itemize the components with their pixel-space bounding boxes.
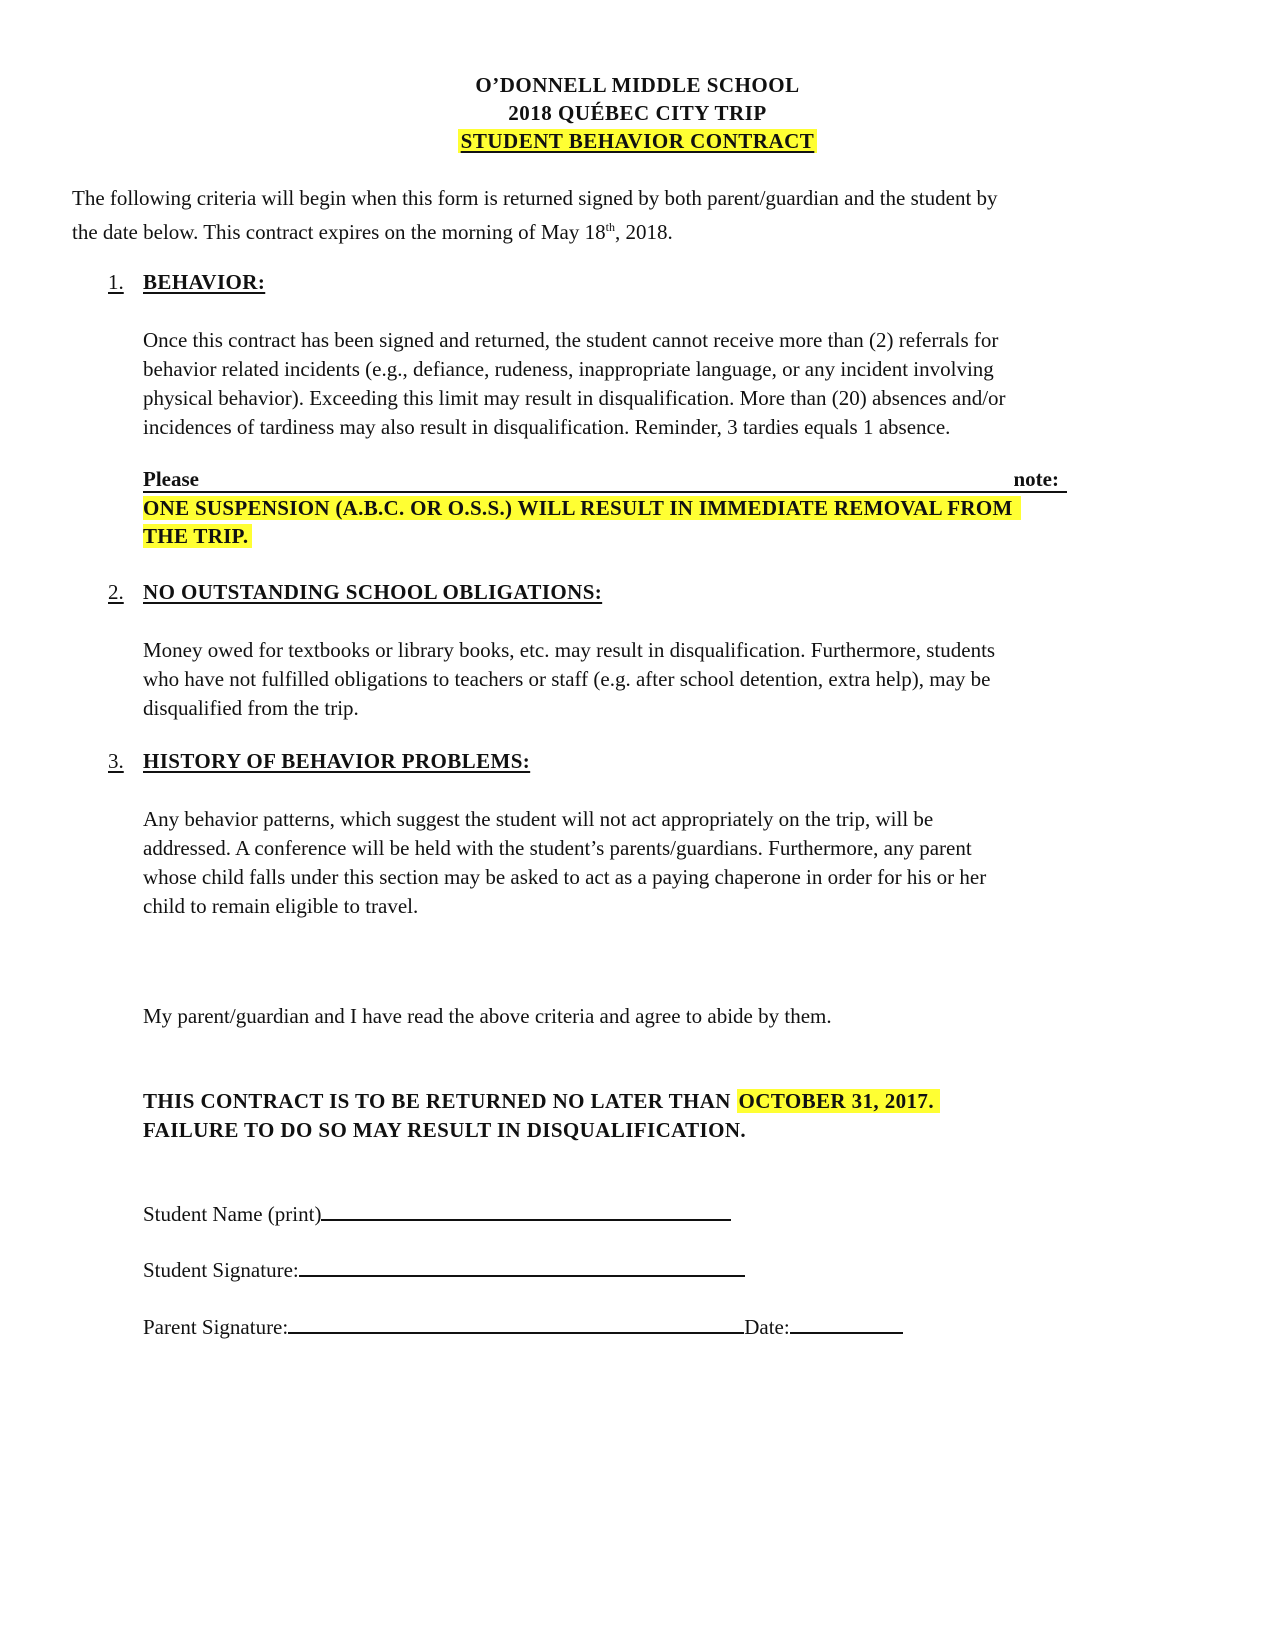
trip-name: 2018 QUÉBEC CITY TRIP <box>508 101 767 125</box>
return-deadline <box>143 1087 940 1145</box>
section-2-body <box>143 636 1223 723</box>
deadline-date: OCTOBER 31, 2017. <box>737 1089 940 1113</box>
section-2-line: disqualified from the trip. <box>143 696 359 720</box>
section-1-line: physical behavior). Exceeding this limit may result in disqualification. More than (20) absences and/or <box>143 386 1006 410</box>
parent-signature-label: Parent Signature: <box>143 1315 289 1339</box>
deadline-text: THIS CONTRACT IS TO BE RETURNED NO LATER THAN <box>143 1089 737 1113</box>
student-name-label: Student Name (print) <box>143 1202 322 1226</box>
please-note-line <box>143 467 1067 493</box>
student-signature-field[interactable] <box>143 1256 745 1285</box>
section-3-body <box>143 805 1223 921</box>
date-input-line[interactable] <box>790 1331 903 1334</box>
parent-signature-field[interactable] <box>143 1313 903 1342</box>
section-1-number: 1. <box>108 270 124 294</box>
document-title-wrap <box>0 129 1275 154</box>
student-name-input-line[interactable] <box>321 1218 731 1221</box>
section-3-line: Any behavior patterns, which suggest the student will not act appropriately on the trip, will be <box>143 807 934 831</box>
section-1-line: incidences of tardiness may also result in disqualification. Reminder, 3 tardies equals 1 absence. <box>143 415 951 439</box>
intro-line-1: The following criteria will begin when this form is returned signed by both parent/guardian and the student by <box>72 186 998 210</box>
section-1-line: behavior related incidents (e.g., defiance, rudeness, inappropriate language, or any incident involving <box>143 357 994 381</box>
please-label: Please <box>143 467 199 491</box>
warning-line-2: THE TRIP. <box>143 524 252 548</box>
intro-line-2 <box>72 213 1222 247</box>
intro-year: , 2018. <box>614 220 673 244</box>
parent-signature-input-line[interactable] <box>288 1331 744 1334</box>
section-2-line: who have not fulfilled obligations to teachers or staff (e.g. after school detention, extra help), may be <box>143 667 991 691</box>
section-3-line: addressed. A conference will be held with the student’s parents/guardians. Furthermore, any parent <box>143 836 972 860</box>
section-1-title: BEHAVIOR: <box>143 270 266 294</box>
section-1-line: Once this contract has been signed and returned, the student cannot receive more than (2) referrals for <box>143 328 999 352</box>
section-2-line: Money owed for textbooks or library books, etc. may result in disqualification. Furthermore, students <box>143 638 996 662</box>
section-3-title: HISTORY OF BEHAVIOR PROBLEMS: <box>143 749 531 773</box>
ordinal-suffix: th <box>605 220 615 234</box>
student-signature-input-line[interactable] <box>299 1274 745 1277</box>
document-title: STUDENT BEHAVIOR CONTRACT <box>458 129 818 153</box>
school-name: O’DONNELL MIDDLE SCHOOL <box>475 73 800 97</box>
section-3-number: 3. <box>108 749 124 773</box>
date-label: Date: <box>744 1315 790 1339</box>
section-3-line: whose child falls under this section may be asked to act as a paying chaperone in order for his or her <box>143 865 987 889</box>
intro-text: the date below. This contract expires on the morning of May 18 <box>72 220 606 244</box>
section-3-line: child to remain eligible to travel. <box>143 894 419 918</box>
note-label: note: <box>1013 467 1059 491</box>
student-name-field[interactable] <box>143 1200 731 1229</box>
agreement-statement: My parent/guardian and I have read the above criteria and agree to abide by them. <box>143 1004 832 1028</box>
suspension-warning <box>143 494 1021 550</box>
disqualification-warning: FAILURE TO DO SO MAY RESULT IN DISQUALIFICATION. <box>143 1118 747 1142</box>
intro-paragraph <box>72 184 1222 247</box>
warning-line-1: ONE SUSPENSION (A.B.C. OR O.S.S.) WILL RESULT IN IMMEDIATE REMOVAL FROM <box>143 496 1021 520</box>
section-1-body <box>143 326 1223 442</box>
section-2-number: 2. <box>108 580 124 604</box>
student-signature-label: Student Signature: <box>143 1258 299 1282</box>
section-2-title: NO OUTSTANDING SCHOOL OBLIGATIONS: <box>143 580 603 604</box>
